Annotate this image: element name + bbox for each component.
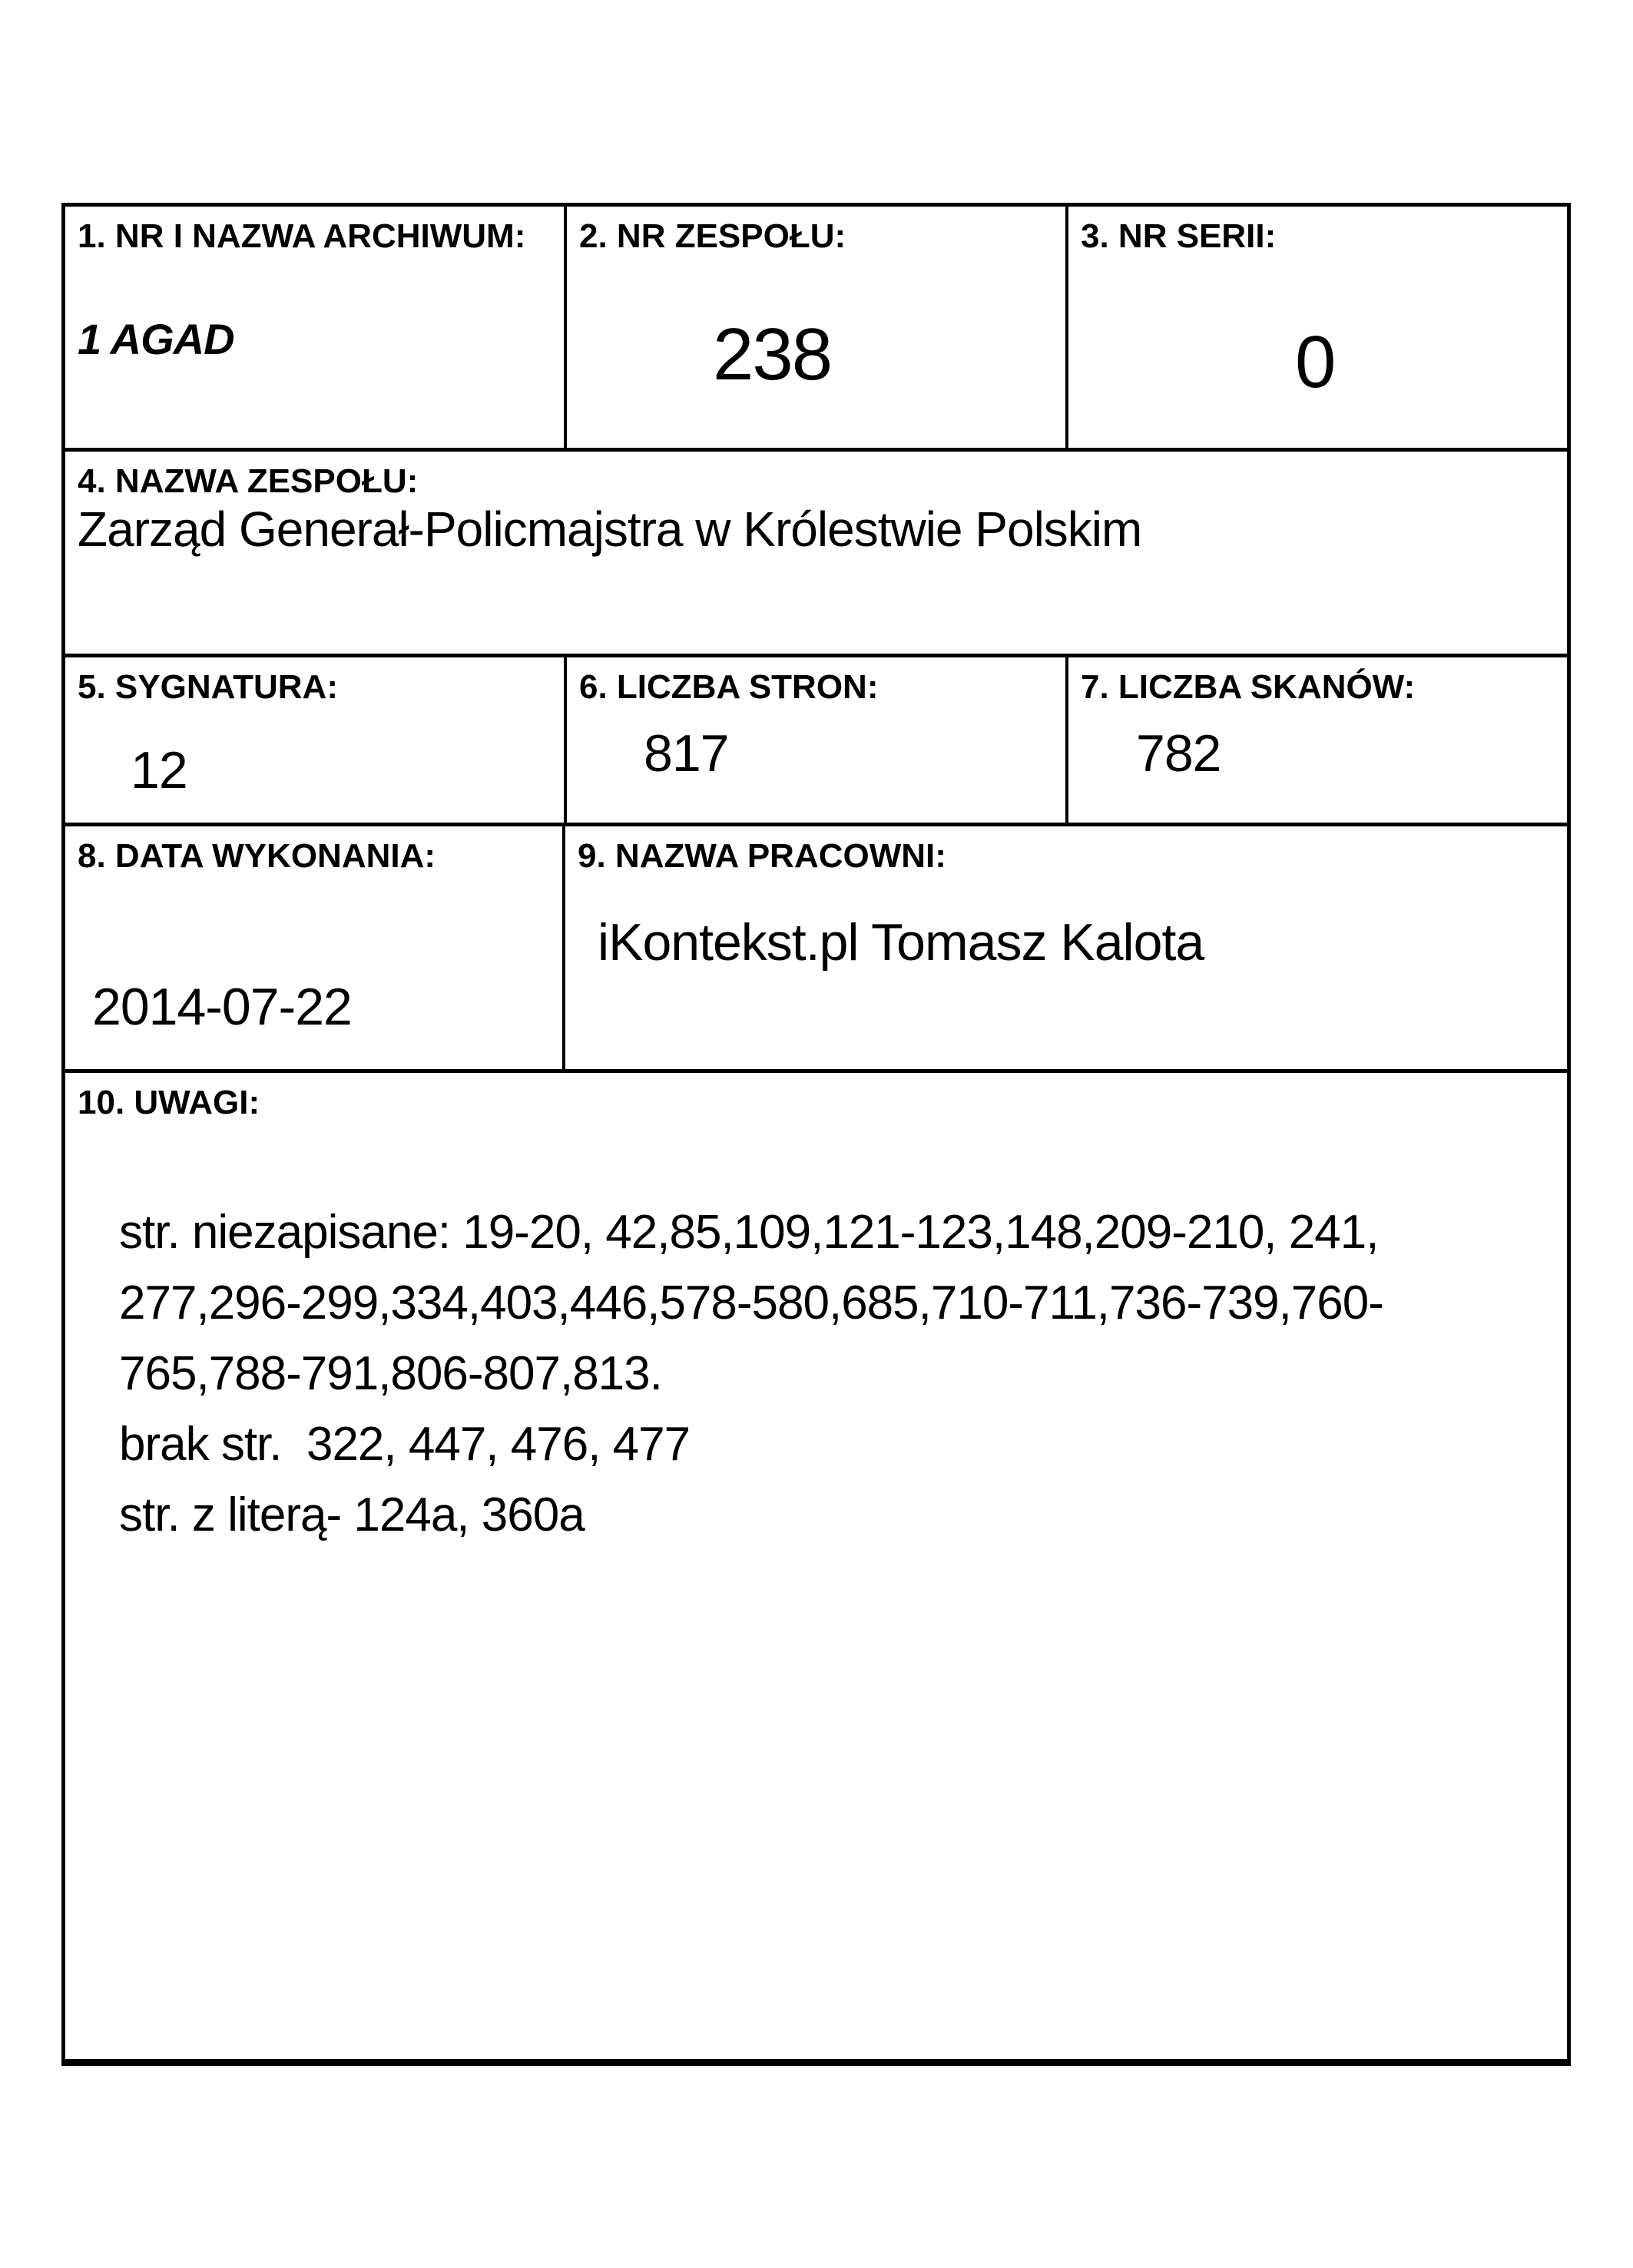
cell-archive-number (65, 207, 567, 448)
creation-date-label: 8. DATA WYKONANIA: (78, 837, 436, 875)
remarks-line-4: brak str. 322, 447, 476, 477 (119, 1418, 691, 1471)
cell-page-count (567, 657, 1068, 823)
series-number-label: 3. NR SERII: (1081, 217, 1277, 255)
fonds-number-value: 238 (713, 313, 832, 396)
creation-date-value: 2014-07-22 (92, 978, 352, 1036)
signature-label: 5. SYGNATURA: (78, 668, 338, 706)
scan-count-label: 7. LICZBA SKANÓW: (1081, 668, 1416, 706)
fonds-name-value: Zarząd Generał-Policmajstra w Królestwie Polskim (78, 502, 1142, 557)
remarks-text (119, 1197, 1383, 1551)
archive-number-label: 1. NR I NAZWA ARCHIWUM: (78, 217, 526, 255)
row-date-workshop (65, 826, 1567, 1073)
cell-signature (65, 657, 567, 823)
workshop-name-value: iKontekst.pl Tomasz Kalota (598, 913, 1204, 972)
page-count-label: 6. LICZBA STRON: (579, 668, 879, 706)
remarks-line-1: str. niezapisane: 19-20, 42,85,109,121-123,148,209-210, 241, (119, 1206, 1379, 1259)
fonds-number-label: 2. NR ZESPOŁU: (579, 217, 846, 255)
row-remarks (65, 1073, 1567, 2059)
remarks-line-3: 765,788-791,806-807,813. (119, 1347, 662, 1400)
cell-remarks (65, 1073, 1567, 2059)
cell-creation-date (65, 826, 565, 1069)
signature-value: 12 (131, 741, 187, 800)
cell-workshop-name (565, 826, 1567, 1069)
page-count-value: 817 (644, 724, 729, 783)
remarks-line-5: str. z literą- 124a, 360a (119, 1488, 585, 1541)
metadata-table (61, 203, 1571, 2066)
archive-number-value: 1 AGAD (78, 315, 234, 363)
scan-count-value: 782 (1136, 724, 1221, 783)
remarks-line-2: 277,296-299,334,403,446,578-580,685,710-711,736-739,760- (119, 1276, 1383, 1329)
series-number-value: 0 (1295, 321, 1336, 403)
cell-fonds-name (65, 452, 1567, 654)
row-signature-pages-scans (65, 657, 1567, 826)
workshop-name-label: 9. NAZWA PRACOWNI: (578, 837, 946, 875)
cell-scan-count (1068, 657, 1567, 823)
row-fonds-name (65, 452, 1567, 657)
cell-series-number (1068, 207, 1567, 448)
row-archive-fonds-series (65, 207, 1567, 452)
remarks-label: 10. UWAGI: (78, 1084, 260, 1121)
fonds-name-label: 4. NAZWA ZESPOŁU: (78, 462, 419, 500)
cell-fonds-number (567, 207, 1068, 448)
